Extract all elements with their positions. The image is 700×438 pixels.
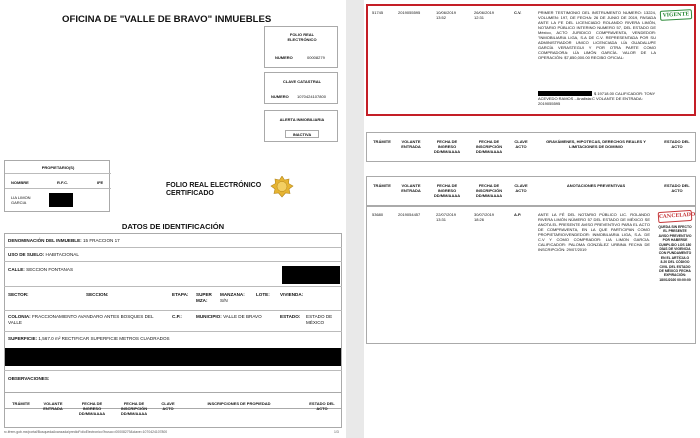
superficie-row (8, 336, 170, 342)
clave-catastral-value: 1070424107800 (297, 94, 326, 99)
anot-ingreso: 22/07/2019 13:31 (436, 212, 457, 222)
top-row-volante: 2019055595 (398, 10, 421, 15)
clave-catastral-box (264, 72, 338, 104)
rfc-label: R.F.C. (57, 180, 69, 185)
anot-text: ANTE LA FÉ DEL NOTARIO PÚBLICO LIC. ROLANDO RIVERA LIMÓN NÚMERO 57 DEL ESTADO DE MÉXICO SE ANOTA EL PRESENTE AVISO PREVENTIVO PARA EL ACTO DE COMPRAVENTA, EN LA QUE PARTICIPAN COMO PROPIETARIO/VENDEDOR: INMOBILIARIA LIGA, S.A. DE C.V Y COMO COMPRADOR: LIA LIMON GARCIA. CALIFICADOR: PALOMA GONZÁLEZ URBINA FECHA DE INSCRIPCIÓN: 29/07/2019 (538, 212, 650, 252)
document-page-1 (0, 0, 346, 438)
folio-certificado-label: FOLIO REAL ELECTRÓNICO CERTIFICADO (166, 182, 262, 197)
gh-fecha-ingreso: FECHA DE INGRESO DD/MM/AAAA (433, 139, 461, 154)
top-row-clave: C.V. (514, 10, 522, 15)
redacted-rfc (49, 193, 73, 207)
observaciones-label: OBSERVACIONES: (8, 376, 50, 381)
propietarios-box (4, 160, 110, 212)
top-row-text-tail: $ 19718.00 CALIFICADOR: TONY ACEVEDO RAMOS - Analista:C VOLANTE DE ENTRADA: 2019055595 (538, 91, 656, 106)
cp-label: C.P.: (172, 314, 182, 319)
ah-volante: VOLANTE ENTRADA (401, 183, 421, 193)
gh-gravamenes: GRAVÁMENES, HIPOTECAS, DERECHOS REALES Y LIMITACIONES DE DOMINIO (546, 139, 646, 149)
gh-tramite: TRÁMITE (373, 139, 391, 144)
uso-label: USO DE SUELO: (8, 252, 45, 257)
folio-real-label: FOLIO REAL ELECTRÓNICO (287, 32, 317, 42)
denominacion-label: DENOMINACIÓN DEL INMUEBLE: (8, 238, 82, 243)
denominacion-row (8, 238, 120, 244)
gold-seal-icon (270, 176, 294, 198)
alerta-label: ALERTA INMOBILIARIA (279, 117, 325, 122)
vigente-stamp: VIGENTE (660, 9, 692, 21)
clave-catastral-label: CLAVE CATASTRAL (282, 79, 322, 84)
th-fecha-inscripcion: FECHA DE INSCRIPCIÓN DD/MM/AAAA (120, 401, 148, 416)
etapa-label: ETAPA: (172, 292, 189, 297)
super-mza-label: SUPER MZA: (196, 292, 212, 303)
uso-row (8, 252, 79, 258)
redacted-bar (5, 348, 341, 366)
document-page-2 (364, 0, 700, 438)
calle-value: SECCION FONTANAS (26, 267, 74, 272)
gravamenes-table-header (366, 132, 696, 162)
gh-estado: ESTADO DEL ACTO (664, 139, 690, 149)
top-row-ingreso: 10/06/2019 13:52 (436, 10, 457, 20)
manzana-value: S/N (220, 298, 228, 303)
superficie-value: 1,567.0 m² RECTIFICAR SUPERFICIE METROS CUADRADOS (38, 336, 170, 341)
municipio-row (196, 314, 262, 320)
anot-tramite: 53680 (372, 212, 384, 217)
ah-fecha-inscripcion: FECHA DE INSCRIPCIÓN DD/MM/AAAA (475, 183, 503, 198)
footer-url: rc.ifrem.gob.mx/portal/BusquedaAvanzada/predioFolioElectronico?busco=00008279&clave=1070424107800 (4, 430, 168, 434)
top-row-text: PRIMER TESTIMONIO DEL INSTRUMENTO NUMERO: 13224, VOLUMEN: 197, DE FECHA: 26 DE JUNIO DE 2019, PASADA ANTE LA FE DEL LICENCIADO ROLANDO RIVERA LIMÓN, NOTARIO PÚBLICO INTERINO NUMERO 57, DEL ESTADO DE México, ACTO JURIDICO COMPRAVENTA, VENDEDOR: "INMOBILIARIA LIGA, S.A DE C.V. REPRESENTADA POR SU ADMINISTRADOR UNICO LICENCIADA LÍA GUADALUPE GARCÍA VERASTEGUI Y POR OTRA PARTE COMO COMPRADORA: LÍA LIMÓN GARCÍA. VALOR DE LA OPERACIÓN: $7,850,000.00 RECIBO OFICIAL: (538, 10, 656, 60)
anot-estado-note: QUEDA SIN EFECTO EL PRESENTE AVISO PREVENTIVO POR HABERSE CUMPLIDO LOS 180 DÍAS DE VIGENCIA CON FUNDAMENTO EN EL ARTÍCULO 8.20 DEL CÓDIGO CIVIL DEL ESTADO DE MÉXICO FECHA EXPIRACIÓN: 18/01/2020 00:00:00 (658, 225, 692, 282)
gh-fecha-inscripcion: FECHA DE INSCRIPCIÓN DD/MM/AAAA (475, 139, 503, 154)
municipio-label: MUNICIPIO: (196, 314, 222, 319)
folio-real-box (264, 26, 338, 68)
colonia-row (8, 314, 168, 325)
colonia-value: FRACCIONAMIENTO AVANDARO ANTES BOSQUES DEL VALLE (8, 314, 154, 325)
gh-clave: CLAVE ACTO (514, 139, 528, 149)
numero-label: NUMERO (275, 55, 293, 60)
ah-fecha-ingreso: FECHA DE INGRESO DD/MM/AAAA (433, 183, 461, 198)
denominacion-value: 15 FRACCION 17 (82, 238, 120, 243)
owner-name: LIA LIMON GARCIA (11, 195, 31, 205)
datos-title: DATOS DE IDENTIFICACIÓN (121, 222, 225, 231)
ah-tramite: TRÁMITE (373, 183, 391, 188)
footer-page-number: 1/3 (334, 430, 339, 434)
th-clave: CLAVE ACTO (161, 401, 175, 411)
gh-volante: VOLANTE ENTRADA (401, 139, 421, 149)
uso-value: HABITACIONAL (45, 252, 79, 257)
ife-label: IFE (97, 180, 104, 185)
clave-numero-label: NUMERO (271, 94, 289, 99)
calle-row (8, 267, 73, 273)
manzana-label: MANZANA: (220, 292, 245, 297)
municipio-value: VALLE DE BRAVO (223, 314, 262, 319)
cancelado-stamp: CANCELADO (658, 210, 693, 223)
propietarios-label: PROPIETARIO(S) (41, 165, 75, 170)
estado-value: ESTADO DE MÉXICO (306, 314, 333, 325)
th-inscripciones: INSCRIPCIONES DE PROPIEDAD (207, 401, 271, 406)
sector-label: SECTOR: (8, 292, 29, 297)
vivienda-label: VIVIENDA: (280, 292, 304, 297)
ah-anotaciones: ANOTACIONES PREVENTIVAS (566, 183, 626, 188)
top-row-inscripcion: 26/06/2019 12:31 (474, 10, 495, 20)
anot-volante: 2019054457 (398, 212, 421, 217)
colonia-label: COLONIA: (8, 314, 31, 319)
anot-inscripcion: 30/07/2019 18:26 (474, 212, 495, 222)
ah-clave: CLAVE ACTO (514, 183, 528, 193)
lote-label: LOTE: (256, 292, 270, 297)
th-fecha-ingreso: FECHA DE INGRESO DD/MM/AAAA (78, 401, 106, 416)
seccion-label: SECCION: (86, 292, 109, 297)
office-title: OFICINA DE "VALLE DE BRAVO" INMUEBLES (62, 14, 272, 25)
nombre-label: NOMBRE (11, 180, 29, 185)
alerta-status-badge: INACTIVA (285, 130, 319, 138)
numero-value: 00008279 (307, 55, 325, 60)
propiedad-table-header (4, 392, 342, 428)
ah-estado: ESTADO DEL ACTO (664, 183, 690, 193)
th-tramite: TRÁMITE (12, 401, 30, 406)
alerta-box (264, 110, 338, 142)
superficie-label: SUPERFICIE: (8, 336, 38, 341)
estado-label: ESTADO: (280, 314, 301, 319)
th-estado: ESTADO DEL ACTO (309, 401, 335, 411)
anotaciones-table-header (366, 176, 696, 206)
th-volante: VOLANTE ENTRADA (43, 401, 63, 411)
top-row-tramite: 51745 (372, 10, 384, 15)
calle-label: CALLE: (8, 267, 25, 272)
anot-clave: A.P. (514, 212, 522, 217)
redacted-calle-number (282, 266, 340, 284)
